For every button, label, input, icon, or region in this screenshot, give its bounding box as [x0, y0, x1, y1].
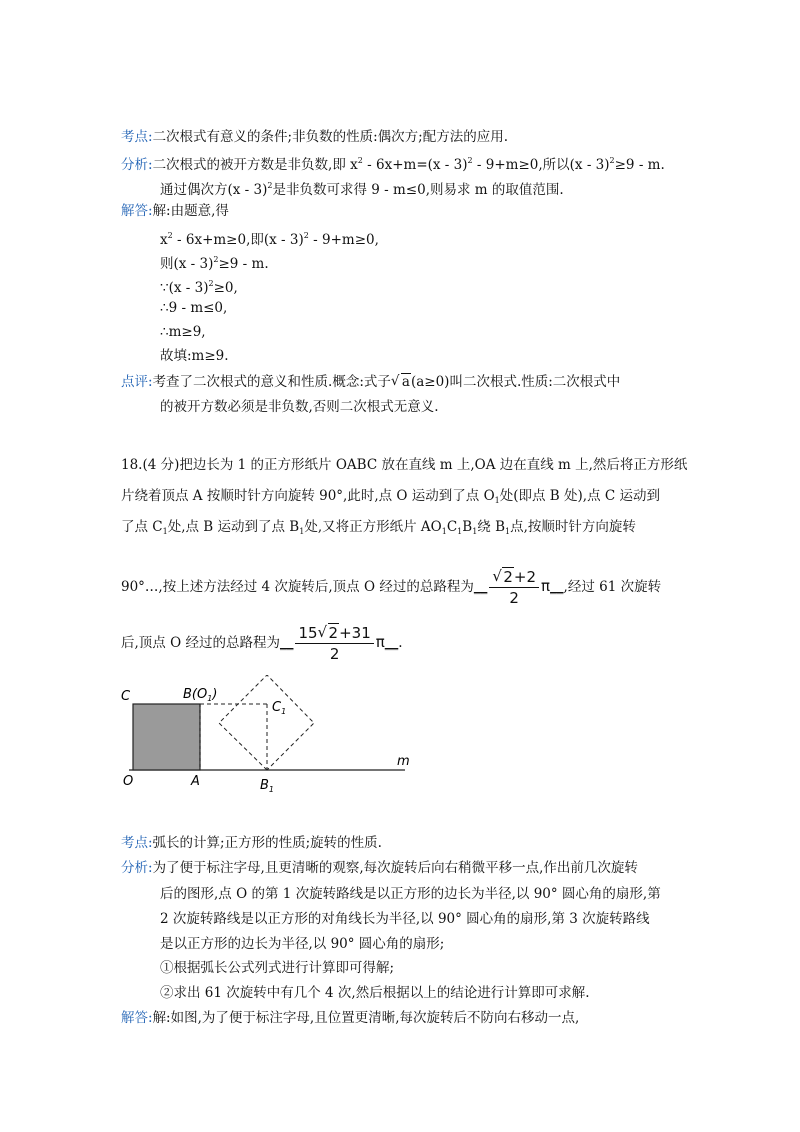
q17-jieda-row6: ∴m≥9, [160, 324, 206, 340]
kaodian-label: 考点: [121, 835, 153, 851]
jieda-text: 解:如图,为了便于标注字母,且位置更清晰,每次旋转后不防向右移动一点, [152, 1010, 580, 1026]
subscript: 1 [457, 527, 463, 536]
q18-text: 片绕着顶点 A 按顺时针方向旋转 90°,此时,点 O 运动到了点 O [121, 488, 495, 504]
q18-fenxi-row5: ①根据弧长公式列式进行计算即可得解; [160, 960, 395, 976]
answer-blank: __ [550, 579, 564, 595]
rotation-figure [115, 675, 415, 805]
superscript: 2 [609, 156, 615, 165]
q17-jieda-row4 [160, 274, 238, 298]
radicand: a [401, 374, 410, 390]
subscript: 1 [162, 527, 168, 536]
subscript: 1 [441, 527, 447, 536]
fenxi-text: 二次根式的被开方数是非负数,即 x [152, 157, 358, 173]
q18-text: 了点 C [121, 519, 163, 535]
superscript: 2 [467, 156, 473, 165]
q17-fenxi-row1 [121, 151, 665, 175]
q17-jieda-row3 [160, 250, 269, 274]
answer-2-fraction [295, 623, 373, 664]
label-B1: $B_1$ [260, 778, 275, 794]
answer-blank: __ [279, 635, 294, 651]
label-C1: $C_1$ [272, 700, 287, 716]
radicand: 2 [328, 624, 339, 642]
fraction-denominator: 2 [509, 589, 519, 607]
q18-line5 [121, 622, 403, 664]
q18-text: ,经过 61 次旋转 [563, 579, 662, 595]
subscript: 1 [299, 527, 305, 536]
q18-text: . [398, 635, 403, 651]
q18-fenxi-row2: 后的图形,点 O 的第 1 次旋转路线是以正方形的边长为半径,以 90° 圆心角的扇形,第 [160, 886, 661, 902]
q17-fenxi-row2 [160, 176, 564, 200]
q18-fenxi-row1 [121, 858, 638, 878]
jieda-label: 解答: [121, 203, 153, 219]
q18-text: C [446, 519, 458, 535]
subscript: 1 [494, 496, 500, 505]
square-OABC [133, 704, 200, 770]
label-C: C [121, 689, 131, 704]
sqrt-2 [492, 567, 514, 587]
q18-text: B [462, 519, 473, 535]
fenxi-text: - 6x+m=(x - 3) [362, 157, 468, 173]
q18-text: 后,顶点 O 经过的总路程为 [121, 635, 280, 651]
fraction-denominator: 2 [329, 645, 340, 663]
q18-line3 [121, 517, 636, 542]
jieda-text: - 9+m≥0, [308, 232, 379, 248]
numerator-rest: +2 [513, 568, 537, 586]
q17-dianping-row2: 的被开方数必须是非负数,否则二次根式无意义. [160, 399, 439, 415]
q18-text: 90°…,按上述方法经过 4 次旋转后,顶点 O 经过的总路程为 [121, 579, 474, 595]
fenxi-label: 分析: [121, 860, 153, 876]
fenxi-text: - 9+m≥0,所以(x - 3) [472, 157, 610, 173]
q17-kaodian-row [121, 127, 508, 147]
fenxi-text: ≥9 - m. [614, 157, 665, 173]
fenxi-text: 是非负数可求得 9 - m≤0,则易求 m 的取值范围. [272, 182, 564, 198]
subscript: 1 [505, 527, 511, 536]
q18-text: 处,点 B 运动到了点 B [167, 519, 300, 535]
jieda-text: - 6x+m≥0,即(x - 3) [172, 232, 304, 248]
q18-fenxi-row4: 是以正方形的边长为半径,以 90° 圆心角的扇形; [160, 936, 445, 952]
pi-symbol: π [375, 633, 385, 651]
fraction-numerator [295, 623, 373, 644]
sqrt-a [391, 372, 411, 392]
q18-text: 处,又将正方形纸片 AO [304, 519, 442, 535]
jieda-text: x [160, 232, 168, 248]
subscript: 1 [472, 527, 478, 536]
q18-text: 绕 B [477, 519, 505, 535]
dianping-text: (a≥0)叫二次根式.性质:二次根式中 [410, 374, 621, 390]
superscript: 2 [267, 181, 273, 190]
answer-1-fraction [489, 567, 539, 608]
kaodian-label: 考点: [121, 129, 153, 145]
q18-line1: 18.(4 分)把边长为 1 的正方形纸片 OABC 放在直线 m 上,OA 边在直线 m 上,然后将正方形纸 [121, 457, 688, 473]
fenxi-text: 为了便于标注字母,且更清晰的观察,每次旋转后向右稍微平移一点,作出前几次旋转 [152, 860, 638, 876]
superscript: 2 [213, 255, 219, 264]
fenxi-label: 分析: [121, 157, 153, 173]
kaodian-text: 弧长的计算;正方形的性质;旋转的性质. [152, 835, 382, 851]
q18-line4 [121, 566, 661, 608]
jieda-text: 则(x - 3) [160, 256, 214, 272]
q18-fenxi-row6: ②求出 61 次旋转中有几个 4 次,然后根据以上的结论进行计算即可求解. [160, 985, 590, 1001]
sqrt-2 [318, 623, 340, 643]
q18-line2 [121, 486, 660, 511]
jieda-text: ∵(x - 3) [160, 280, 209, 296]
label-B-O1: $B(O_1)$ [183, 687, 218, 703]
superscript: 2 [303, 231, 309, 240]
label-O: O [123, 774, 134, 789]
label-m: m [397, 754, 410, 769]
dianping-text: 考查了二次根式的意义和性质.概念:式子 [152, 374, 391, 390]
jieda-label: 解答: [121, 1010, 153, 1026]
answer-blank: __ [384, 635, 399, 651]
jieda-text: ≥0, [213, 280, 238, 296]
dianping-label: 点评: [121, 374, 153, 390]
q18-fenxi-row3: 2 次旋转路线是以正方形的对角线长为半径,以 90° 圆心角的扇形,第 3 次旋转路线 [160, 911, 650, 927]
fraction-numerator [489, 567, 539, 588]
pi-symbol: π [541, 577, 551, 595]
radicand: 2 [503, 568, 513, 586]
q17-jieda-row5: ∴9 - m≤0, [160, 300, 228, 316]
numerator-rest: +31 [339, 624, 371, 642]
q17-jieda-row1 [121, 201, 229, 221]
q18-kaodian-row [121, 833, 382, 853]
q18-jieda-row1 [121, 1008, 579, 1028]
numerator-coefficient: 15 [298, 624, 318, 642]
q17-jieda-row2 [160, 226, 379, 250]
superscript: 2 [208, 279, 214, 288]
q18-text: 处(即点 B 处),点 C 运动到 [499, 488, 660, 504]
q17-jieda-row7: 故填:m≥9. [160, 348, 229, 364]
fenxi-text: 通过偶次方(x - 3) [160, 182, 268, 198]
jieda-text: 解:由题意,得 [152, 203, 229, 219]
q18-text: 点,按顺时针方向旋转 [510, 519, 636, 535]
superscript: 2 [357, 156, 363, 165]
answer-blank: __ [473, 579, 488, 595]
q17-dianping-row1 [121, 372, 620, 392]
jieda-text: ≥9 - m. [218, 256, 269, 272]
kaodian-text: 二次根式有意义的条件;非负数的性质:偶次方;配方法的应用. [152, 129, 508, 145]
superscript: 2 [167, 231, 173, 240]
label-A: A [191, 774, 200, 789]
